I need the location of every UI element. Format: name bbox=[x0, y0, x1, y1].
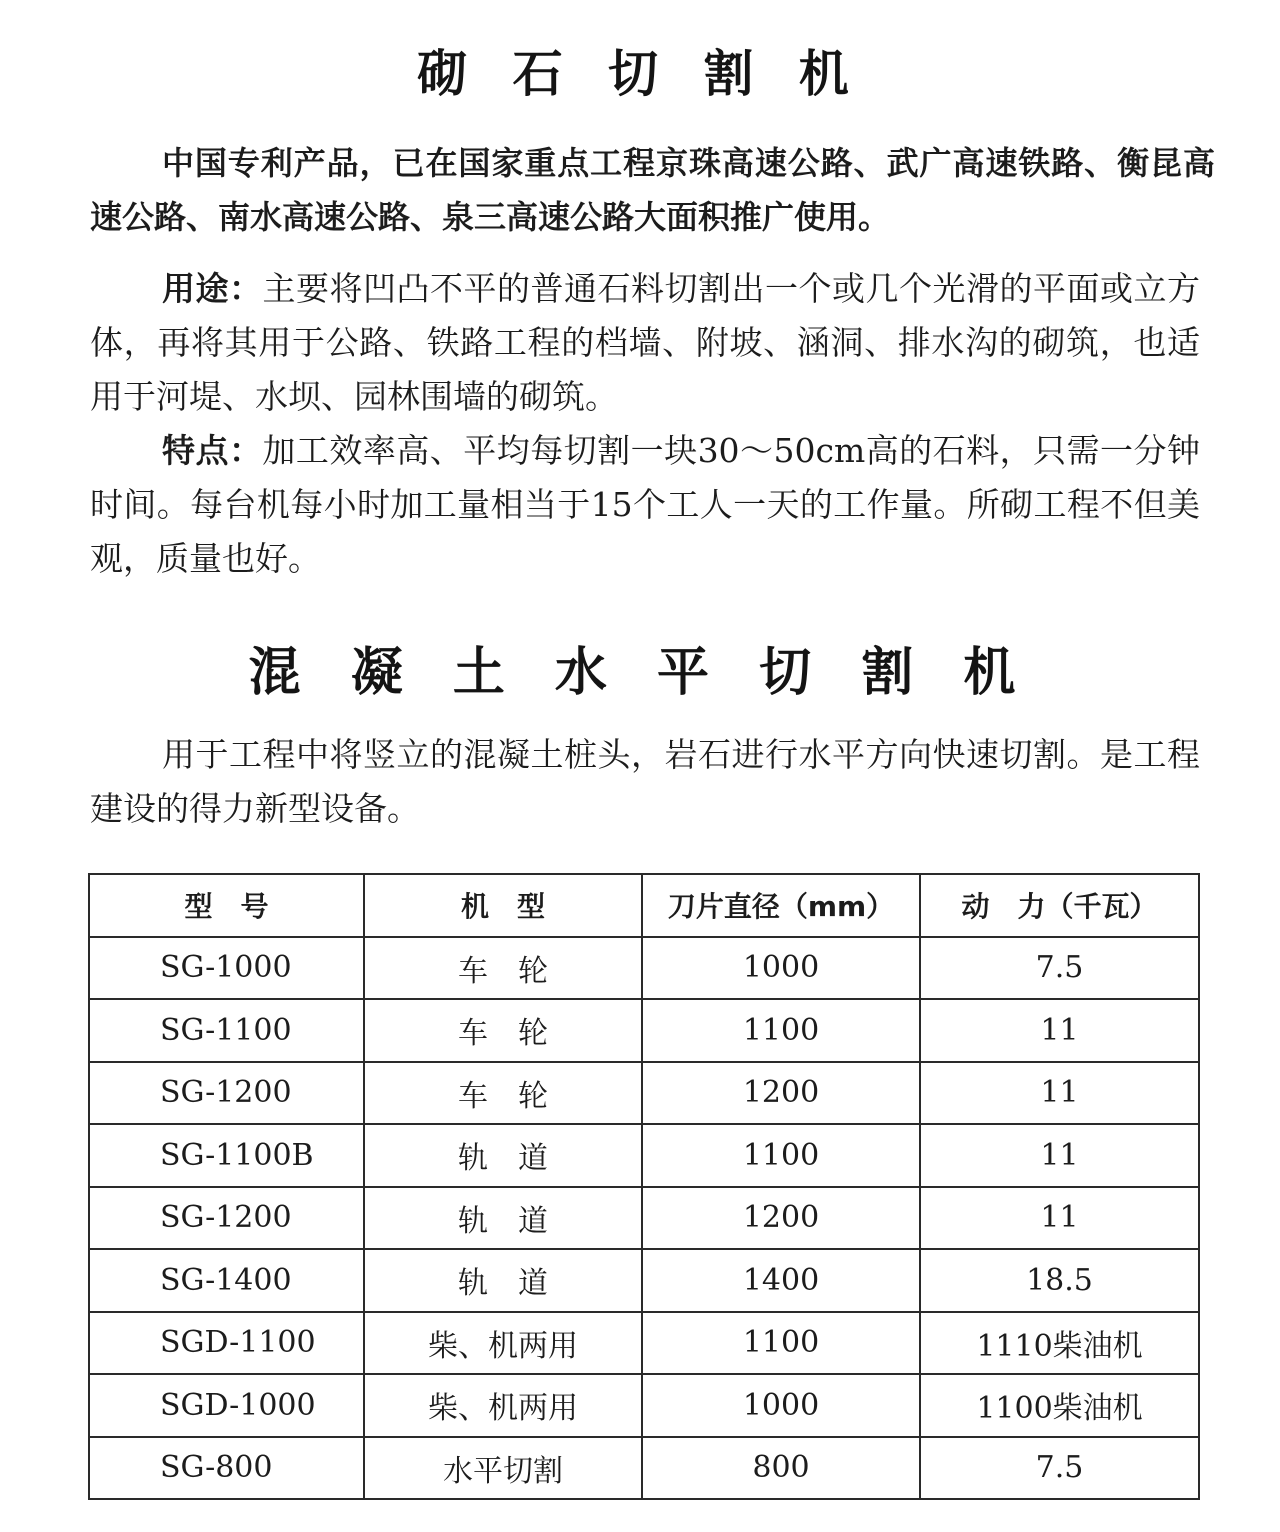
cell-machine-type: 车 轮 bbox=[364, 1062, 642, 1125]
cell-power: 7.5 bbox=[920, 937, 1199, 1000]
cell-blade-diameter: 1100 bbox=[642, 1124, 920, 1187]
cell-power: 7.5 bbox=[920, 1437, 1199, 1500]
cell-blade-diameter: 800 bbox=[642, 1437, 920, 1500]
cell-model: SG-1100 bbox=[89, 999, 364, 1062]
table-row bbox=[89, 937, 1199, 1000]
cell-power: 11 bbox=[920, 1062, 1199, 1125]
features-text: 加工效率高、平均每切割一块30～50cm高的石料，只需一分钟时间。每台机每小时加工量相当于15个工人一天的工作量。所砌工程不但美观，质量也好。 bbox=[90, 431, 1200, 578]
cell-blade-diameter: 1100 bbox=[642, 999, 920, 1062]
features-paragraph bbox=[90, 424, 1200, 586]
cell-model: SG-1200 bbox=[89, 1062, 364, 1125]
spec-table bbox=[88, 873, 1200, 1500]
cell-model: SGD-1100 bbox=[89, 1312, 364, 1375]
cell-model: SG-1000 bbox=[89, 937, 364, 1000]
cell-model: SG-1100B bbox=[89, 1124, 364, 1187]
cell-machine-type: 柴、机两用 bbox=[364, 1374, 642, 1437]
table-header-row bbox=[89, 874, 1199, 937]
cell-machine-type: 轨 道 bbox=[364, 1249, 642, 1312]
header-model: 型 号 bbox=[89, 874, 364, 937]
cell-power: 1100柴油机 bbox=[920, 1374, 1199, 1437]
patent-intro-paragraph: 中国专利产品，已在国家重点工程京珠高速公路、武广高速铁路、衡昆高速公路、南水高速公路、泉三高速公路大面积推广使用。 bbox=[90, 144, 1215, 236]
cell-machine-type: 柴、机两用 bbox=[364, 1312, 642, 1375]
header-blade-diameter: 刀片直径（mm） bbox=[642, 874, 920, 937]
cell-blade-diameter: 1100 bbox=[642, 1312, 920, 1375]
usage-text: 主要将凹凸不平的普通石料切割出一个或几个光滑的平面或立方体，再将其用于公路、铁路工程的档墙、附坡、涵洞、排水沟的砌筑，也适用于河堤、水坝、园林围墙的砌筑。 bbox=[90, 269, 1200, 416]
cell-power: 11 bbox=[920, 1187, 1199, 1250]
cell-power: 1110柴油机 bbox=[920, 1312, 1199, 1375]
cell-power: 11 bbox=[920, 999, 1199, 1062]
usage-paragraph bbox=[90, 262, 1200, 424]
cell-machine-type: 轨 道 bbox=[364, 1187, 642, 1250]
cell-blade-diameter: 1200 bbox=[642, 1187, 920, 1250]
cell-blade-diameter: 1400 bbox=[642, 1249, 920, 1312]
cell-machine-type: 车 轮 bbox=[364, 999, 642, 1062]
usage-label: 用途： bbox=[162, 269, 263, 308]
stone-cutter-title: 砌 石 切 割 机 bbox=[417, 44, 863, 103]
features-label: 特点： bbox=[162, 431, 263, 470]
cell-model: SG-1400 bbox=[89, 1249, 364, 1312]
concrete-cutter-title: 混 凝 土 水 平 切 割 机 bbox=[248, 642, 1032, 703]
cell-power: 11 bbox=[920, 1124, 1199, 1187]
header-machine-type: 机 型 bbox=[364, 874, 642, 937]
table-row bbox=[89, 1437, 1199, 1500]
cell-blade-diameter: 1000 bbox=[642, 1374, 920, 1437]
cell-machine-type: 轨 道 bbox=[364, 1124, 642, 1187]
cell-model: SG-800 bbox=[89, 1437, 364, 1500]
table-row bbox=[89, 1187, 1199, 1250]
table-row bbox=[89, 1312, 1199, 1375]
cell-blade-diameter: 1000 bbox=[642, 937, 920, 1000]
header-power: 动 力（千瓦） bbox=[920, 874, 1199, 937]
table-row bbox=[89, 1374, 1199, 1437]
table-row bbox=[89, 1124, 1199, 1187]
cell-machine-type: 水平切割 bbox=[364, 1437, 642, 1500]
cell-blade-diameter: 1200 bbox=[642, 1062, 920, 1125]
table-row bbox=[89, 1062, 1199, 1125]
cell-machine-type: 车 轮 bbox=[364, 937, 642, 1000]
table-row bbox=[89, 999, 1199, 1062]
cell-power: 18.5 bbox=[920, 1249, 1199, 1312]
cell-model: SG-1200 bbox=[89, 1187, 364, 1250]
table-row bbox=[89, 1249, 1199, 1312]
cell-model: SGD-1000 bbox=[89, 1374, 364, 1437]
concrete-description-paragraph: 用于工程中将竖立的混凝土桩头，岩石进行水平方向快速切割。是工程建设的得力新型设备。 bbox=[90, 735, 1200, 828]
